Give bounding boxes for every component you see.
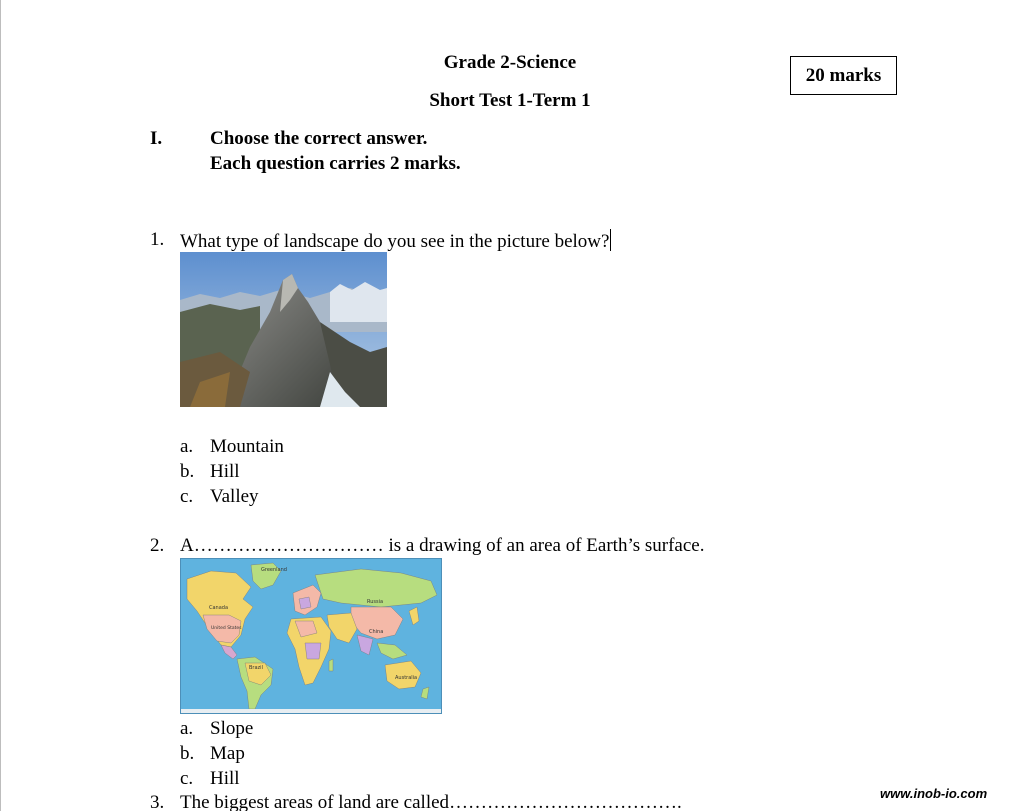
q2-option-b-letter: b.	[180, 743, 195, 764]
q1-option-a-text: Mountain	[210, 436, 284, 457]
map-label-russia: Russia	[367, 599, 384, 605]
world-map	[180, 558, 442, 714]
watermark: www.inob-io.com	[880, 786, 988, 801]
question-1-number: 1.	[150, 229, 165, 250]
q2-option-a-letter: a.	[180, 718, 194, 739]
question-3-text: The biggest areas of land are called……………………………….	[180, 792, 682, 811]
map-label-australia: Australia	[395, 675, 418, 681]
instruction-line-2: Each question carries 2 marks.	[210, 153, 461, 174]
question-2-text: A………………………… is a drawing of an area of Earth’s surface.	[180, 535, 705, 556]
q1-option-c-letter: c.	[180, 486, 194, 507]
page-left-edge	[0, 0, 1, 811]
instruction-line-1: Choose the correct answer.	[210, 128, 428, 149]
q1-option-a-letter: a.	[180, 436, 194, 457]
map-label-china: China	[369, 629, 384, 635]
map-label-brazil: Brazil	[249, 665, 263, 671]
total-marks-box: 20 marks	[790, 56, 897, 95]
question-2-number: 2.	[150, 535, 165, 556]
document-title: Grade 2-Science	[443, 52, 577, 73]
q2-option-a-text: Slope	[210, 718, 254, 739]
question-3-number: 3.	[150, 792, 165, 811]
map-label-canada: Canada	[209, 605, 229, 611]
section-number: I.	[150, 128, 163, 149]
q2-option-c-text: Hill	[210, 768, 240, 789]
map-label-greenland: Greenland	[261, 567, 287, 573]
q1-option-b-letter: b.	[180, 461, 195, 482]
map-label-united-states: United States	[211, 626, 242, 631]
document-subtitle: Short Test 1-Term 1	[429, 90, 591, 111]
q1-option-c-text: Valley	[210, 486, 259, 507]
question-1-label: What type of landscape do you see in the picture below?	[180, 231, 610, 252]
q1-option-b-text: Hill	[210, 461, 240, 482]
question-1-text[interactable]	[180, 229, 611, 253]
mountain-photo	[180, 252, 387, 407]
q2-option-b-text: Map	[210, 743, 245, 764]
q2-option-c-letter: c.	[180, 768, 194, 789]
text-cursor	[610, 229, 611, 251]
